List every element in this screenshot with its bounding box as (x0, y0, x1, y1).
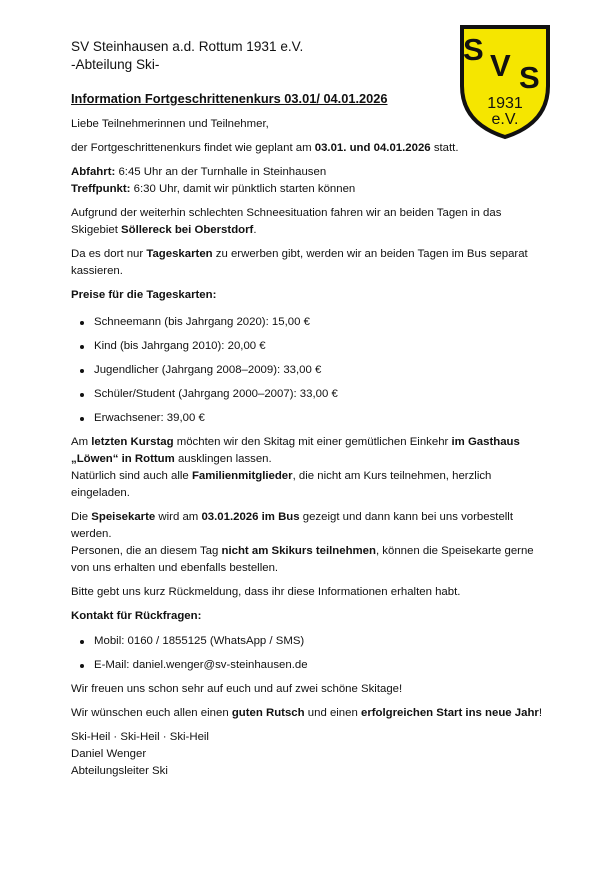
logo-letter-s1: S (463, 32, 484, 67)
list-item: Schüler/Student (Jahrgang 2000–2007): 33,00 € (71, 386, 549, 403)
list-item: Kind (bis Jahrgang 2010): 20,00 € (71, 338, 549, 355)
letterhead (71, 38, 303, 74)
signature-block (71, 729, 549, 780)
document-title: Information Fortgeschrittenenkurs 03.01/ 04.01.2026 (71, 91, 388, 106)
letter-body (71, 90, 549, 780)
list-item: Erwachsener: 39,00 € (71, 410, 549, 427)
price-list (71, 314, 549, 427)
logo-suffix: e.V. (491, 111, 519, 128)
logo-year: 1931 (487, 95, 523, 112)
contact-email: E-Mail: daniel.wenger@sv-steinhausen.de (71, 657, 549, 674)
signature-greeting: Ski-Heil · Ski-Heil · Ski-Heil (71, 731, 209, 743)
contact-mobile: Mobil: 0160 / 1855125 (WhatsApp / SMS) (71, 633, 549, 650)
closing-line-2: Wir wünschen euch allen einen guten Rutsch und einen erfolgreichen Start ins neue Jahr! (71, 707, 543, 719)
contact-list (71, 633, 549, 674)
contact-heading: Kontakt für Rückfragen: (71, 610, 202, 622)
snow-paragraph: Aufgrund der weiterhin schlechten Schneesituation fahren wir an beiden Tagen in das Skigebiet Söllereck bei Oberstdorf. (71, 207, 502, 236)
club-name: SV Steinhausen a.d. Rottum 1931 e.V. (71, 39, 304, 54)
last-day-paragraph: Am letzten Kurstag möchten wir den Skitag mit einer gemütlichen Einkehr im Gasthaus „Löwen“ in Rottum ausklingen lassen. Natürlich sind auch alle Familienmitglieder, die nicht am Kurs teilnehmen, herzlich eingeladen. (71, 436, 520, 499)
feedback-request: Bitte gebt uns kurz Rückmeldung, dass ihr diese Informationen erhalten habt. (71, 586, 461, 598)
menu-paragraph: Die Speisekarte wird am 03.01.2026 im Bus gezeigt und dann kann bei uns vorbestellt werden. Personen, die an diesem Tag nicht am Skikurs teilnehmen, können die Speisekarte gerne von uns erhalten und ebenfalls bestellen. (71, 511, 534, 574)
prices-heading: Preise für die Tageskarten: (71, 289, 217, 301)
department-name: -Abteilung Ski- (71, 57, 160, 72)
signature-name: Daniel Wenger (71, 748, 147, 760)
tickets-paragraph: Da es dort nur Tageskarten zu erwerben gibt, werden wir an beiden Tagen im Bus separat kassieren. (71, 248, 528, 277)
logo-letter-v: V (490, 48, 511, 83)
closing-line-1: Wir freuen uns schon sehr auf euch und auf zwei schöne Skitage! (71, 683, 403, 695)
list-item: Jugendlicher (Jahrgang 2008–2009): 33,00 € (71, 362, 549, 379)
greeting: Liebe Teilnehmerinnen und Teilnehmer, (71, 118, 269, 130)
departure-line: Abfahrt: 6:45 Uhr an der Turnhalle in Steinhausen (71, 166, 327, 178)
meeting-point-line: Treffpunkt: 6:30 Uhr, damit wir pünktlich starten können (71, 183, 356, 195)
signature-role: Abteilungsleiter Ski (71, 765, 168, 777)
logo-letter-s2: S (519, 60, 540, 95)
intro-paragraph: der Fortgeschrittenenkurs findet wie geplant am 03.01. und 04.01.2026 statt. (71, 142, 459, 154)
list-item: Schneemann (bis Jahrgang 2020): 15,00 € (71, 314, 549, 331)
